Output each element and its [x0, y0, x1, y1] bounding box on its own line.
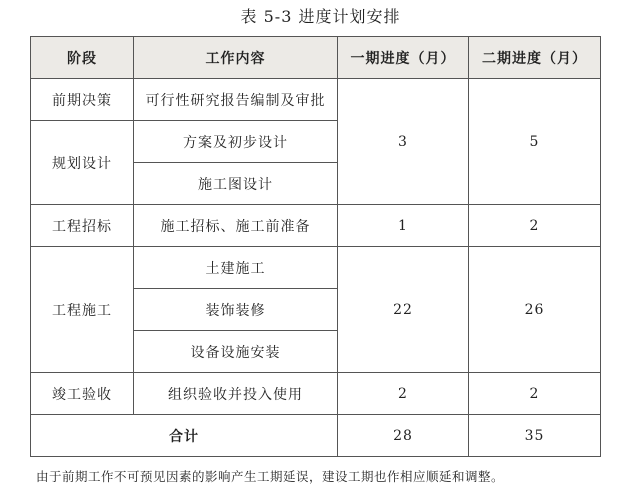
phase1-duration-cell: 2 [338, 373, 469, 415]
total-phase2: 35 [469, 415, 601, 457]
phase-cell: 工程施工 [31, 247, 134, 373]
phase-cell: 规划设计 [31, 121, 134, 205]
content-cell: 装饰装修 [134, 289, 338, 331]
content-cell: 设备设施安装 [134, 331, 338, 373]
phase-cell: 前期决策 [31, 79, 134, 121]
phase-cell: 工程招标 [31, 205, 134, 247]
header-phase: 阶段 [31, 37, 134, 79]
table-row [31, 205, 601, 247]
table-row [31, 247, 601, 289]
phase1-duration-cell: 1 [338, 205, 469, 247]
content-cell: 可行性研究报告编制及审批 [134, 79, 338, 121]
total-row [31, 415, 601, 457]
table-row [31, 373, 601, 415]
table-caption: 表 5-3 进度计划安排 [240, 7, 401, 26]
header-content: 工作内容 [134, 37, 338, 79]
header-phase1-progress: 一期进度（月） [338, 37, 469, 79]
schedule-table [30, 36, 601, 457]
phase2-duration-cell: 26 [469, 247, 601, 373]
content-cell: 施工图设计 [134, 163, 338, 205]
table-row [31, 79, 601, 121]
content-cell: 施工招标、施工前准备 [134, 205, 338, 247]
phase-cell: 竣工验收 [31, 373, 134, 415]
phase1-duration-cell: 3 [338, 79, 469, 205]
phase2-duration-cell: 2 [469, 373, 601, 415]
phase2-duration-cell: 5 [469, 79, 601, 205]
total-phase1: 28 [338, 415, 469, 457]
content-cell: 方案及初步设计 [134, 121, 338, 163]
phase1-duration-cell: 22 [338, 247, 469, 373]
footnote: 由于前期工作不可预见因素的影响产生工期延误，建设工期也作相应顺延和调整。 [36, 469, 505, 484]
total-label: 合计 [31, 415, 338, 457]
content-cell: 组织验收并投入使用 [134, 373, 338, 415]
phase2-duration-cell: 2 [469, 205, 601, 247]
content-cell: 土建施工 [134, 247, 338, 289]
header-phase2-progress: 二期进度（月） [469, 37, 601, 79]
header-row [31, 37, 601, 79]
